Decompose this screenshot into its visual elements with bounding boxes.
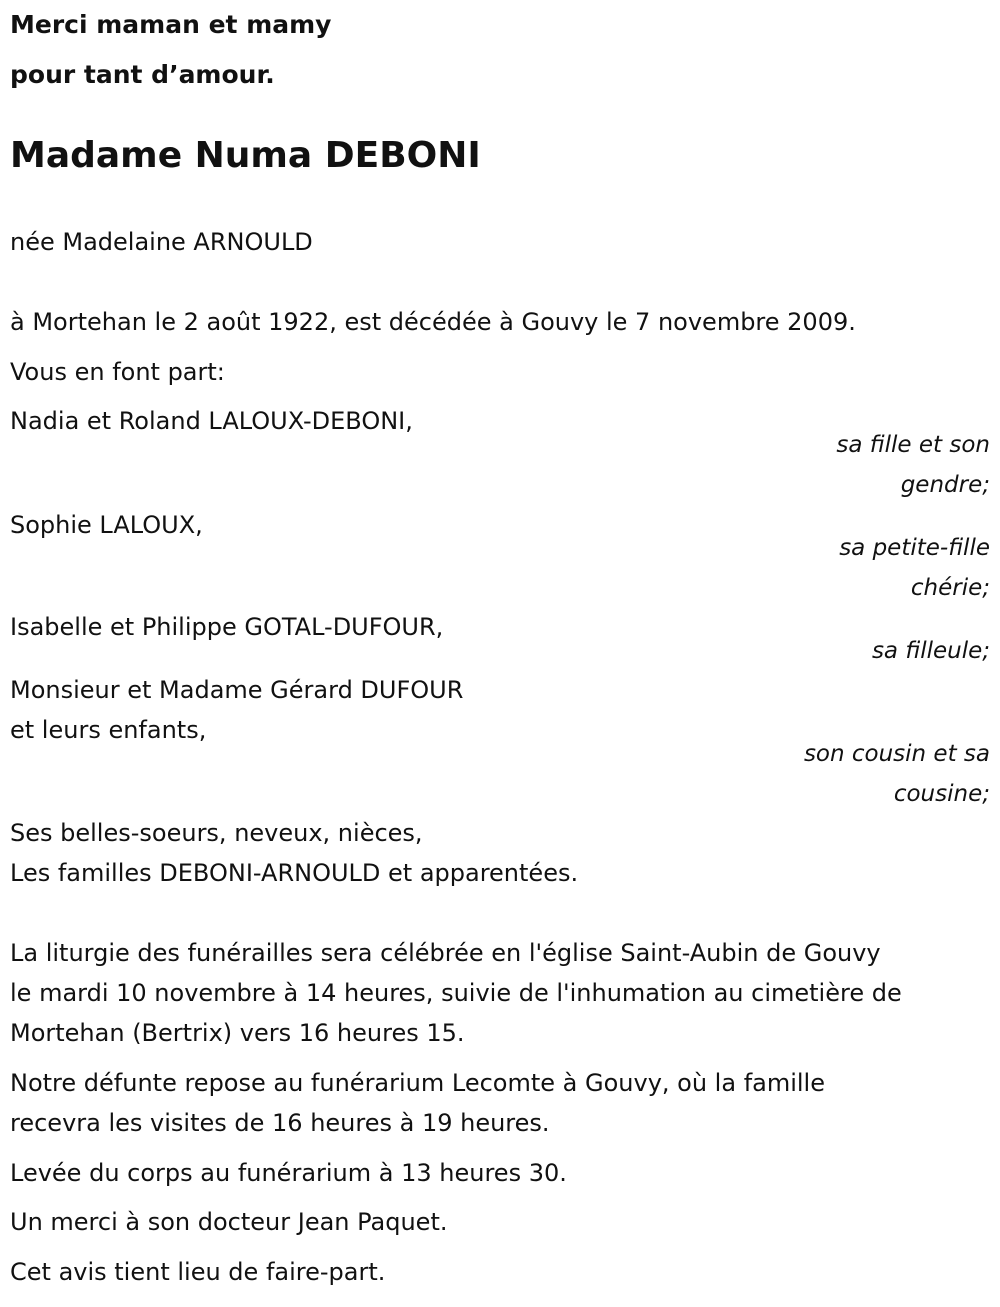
others-line-2: Les familles DEBONI-ARNOULD et apparentées. (10, 859, 579, 887)
family-relation-1: sa fille et son gendre; (836, 432, 990, 498)
birth-death-statement: à Mortehan le 2 août 1922, est décédée à Gouvy le 7 novembre 2009. (10, 308, 856, 336)
family-names-1: Nadia et Roland LALOUX-DEBONI, (10, 407, 413, 435)
announcement: Vous en font part: (10, 358, 225, 386)
family-names-2: Sophie LALOUX, (10, 511, 203, 539)
funerarium-line-1: Notre défunte repose au funérarium Lecomte à Gouvy, où la famille (10, 1069, 825, 1097)
maiden-name: née Madelaine ARNOULD (10, 228, 313, 256)
levee-du-corps: Levée du corps au funérarium à 13 heures 30. (10, 1159, 567, 1187)
others-line-1: Ses belles-soeurs, neveux, nièces, (10, 819, 423, 847)
deceased-name: Madame Numa DEBONI (10, 135, 481, 176)
thanks-doctor: Un merci à son docteur Jean Paquet. (10, 1208, 448, 1236)
funerarium-line-2: recevra les visites de 16 heures à 19 heures. (10, 1109, 550, 1137)
liturgy-line-1: La liturgie des funérailles sera célébrée en l'église Saint-Aubin de Gouvy (10, 939, 881, 967)
family-relation-4: son cousin et sa cousine; (803, 741, 990, 807)
family-names-4b: et leurs enfants, (10, 716, 207, 744)
family-relation-3: sa filleule; (871, 638, 990, 664)
intro-line-1: Merci maman et mamy (10, 10, 332, 39)
family-names-3: Isabelle et Philippe GOTAL-DUFOUR, (10, 613, 444, 641)
liturgy-line-3: Mortehan (Bertrix) vers 16 heures 15. (10, 1019, 465, 1047)
family-relation-2: sa petite-fille chérie; (839, 535, 990, 601)
liturgy-line-2: le mardi 10 novembre à 14 heures, suivie de l'inhumation au cimetière de (10, 979, 902, 1007)
intro-line-2: pour tant d’amour. (10, 60, 275, 89)
family-names-4a: Monsieur et Madame Gérard DUFOUR (10, 676, 464, 704)
notice-statement: Cet avis tient lieu de faire-part. (10, 1258, 386, 1286)
